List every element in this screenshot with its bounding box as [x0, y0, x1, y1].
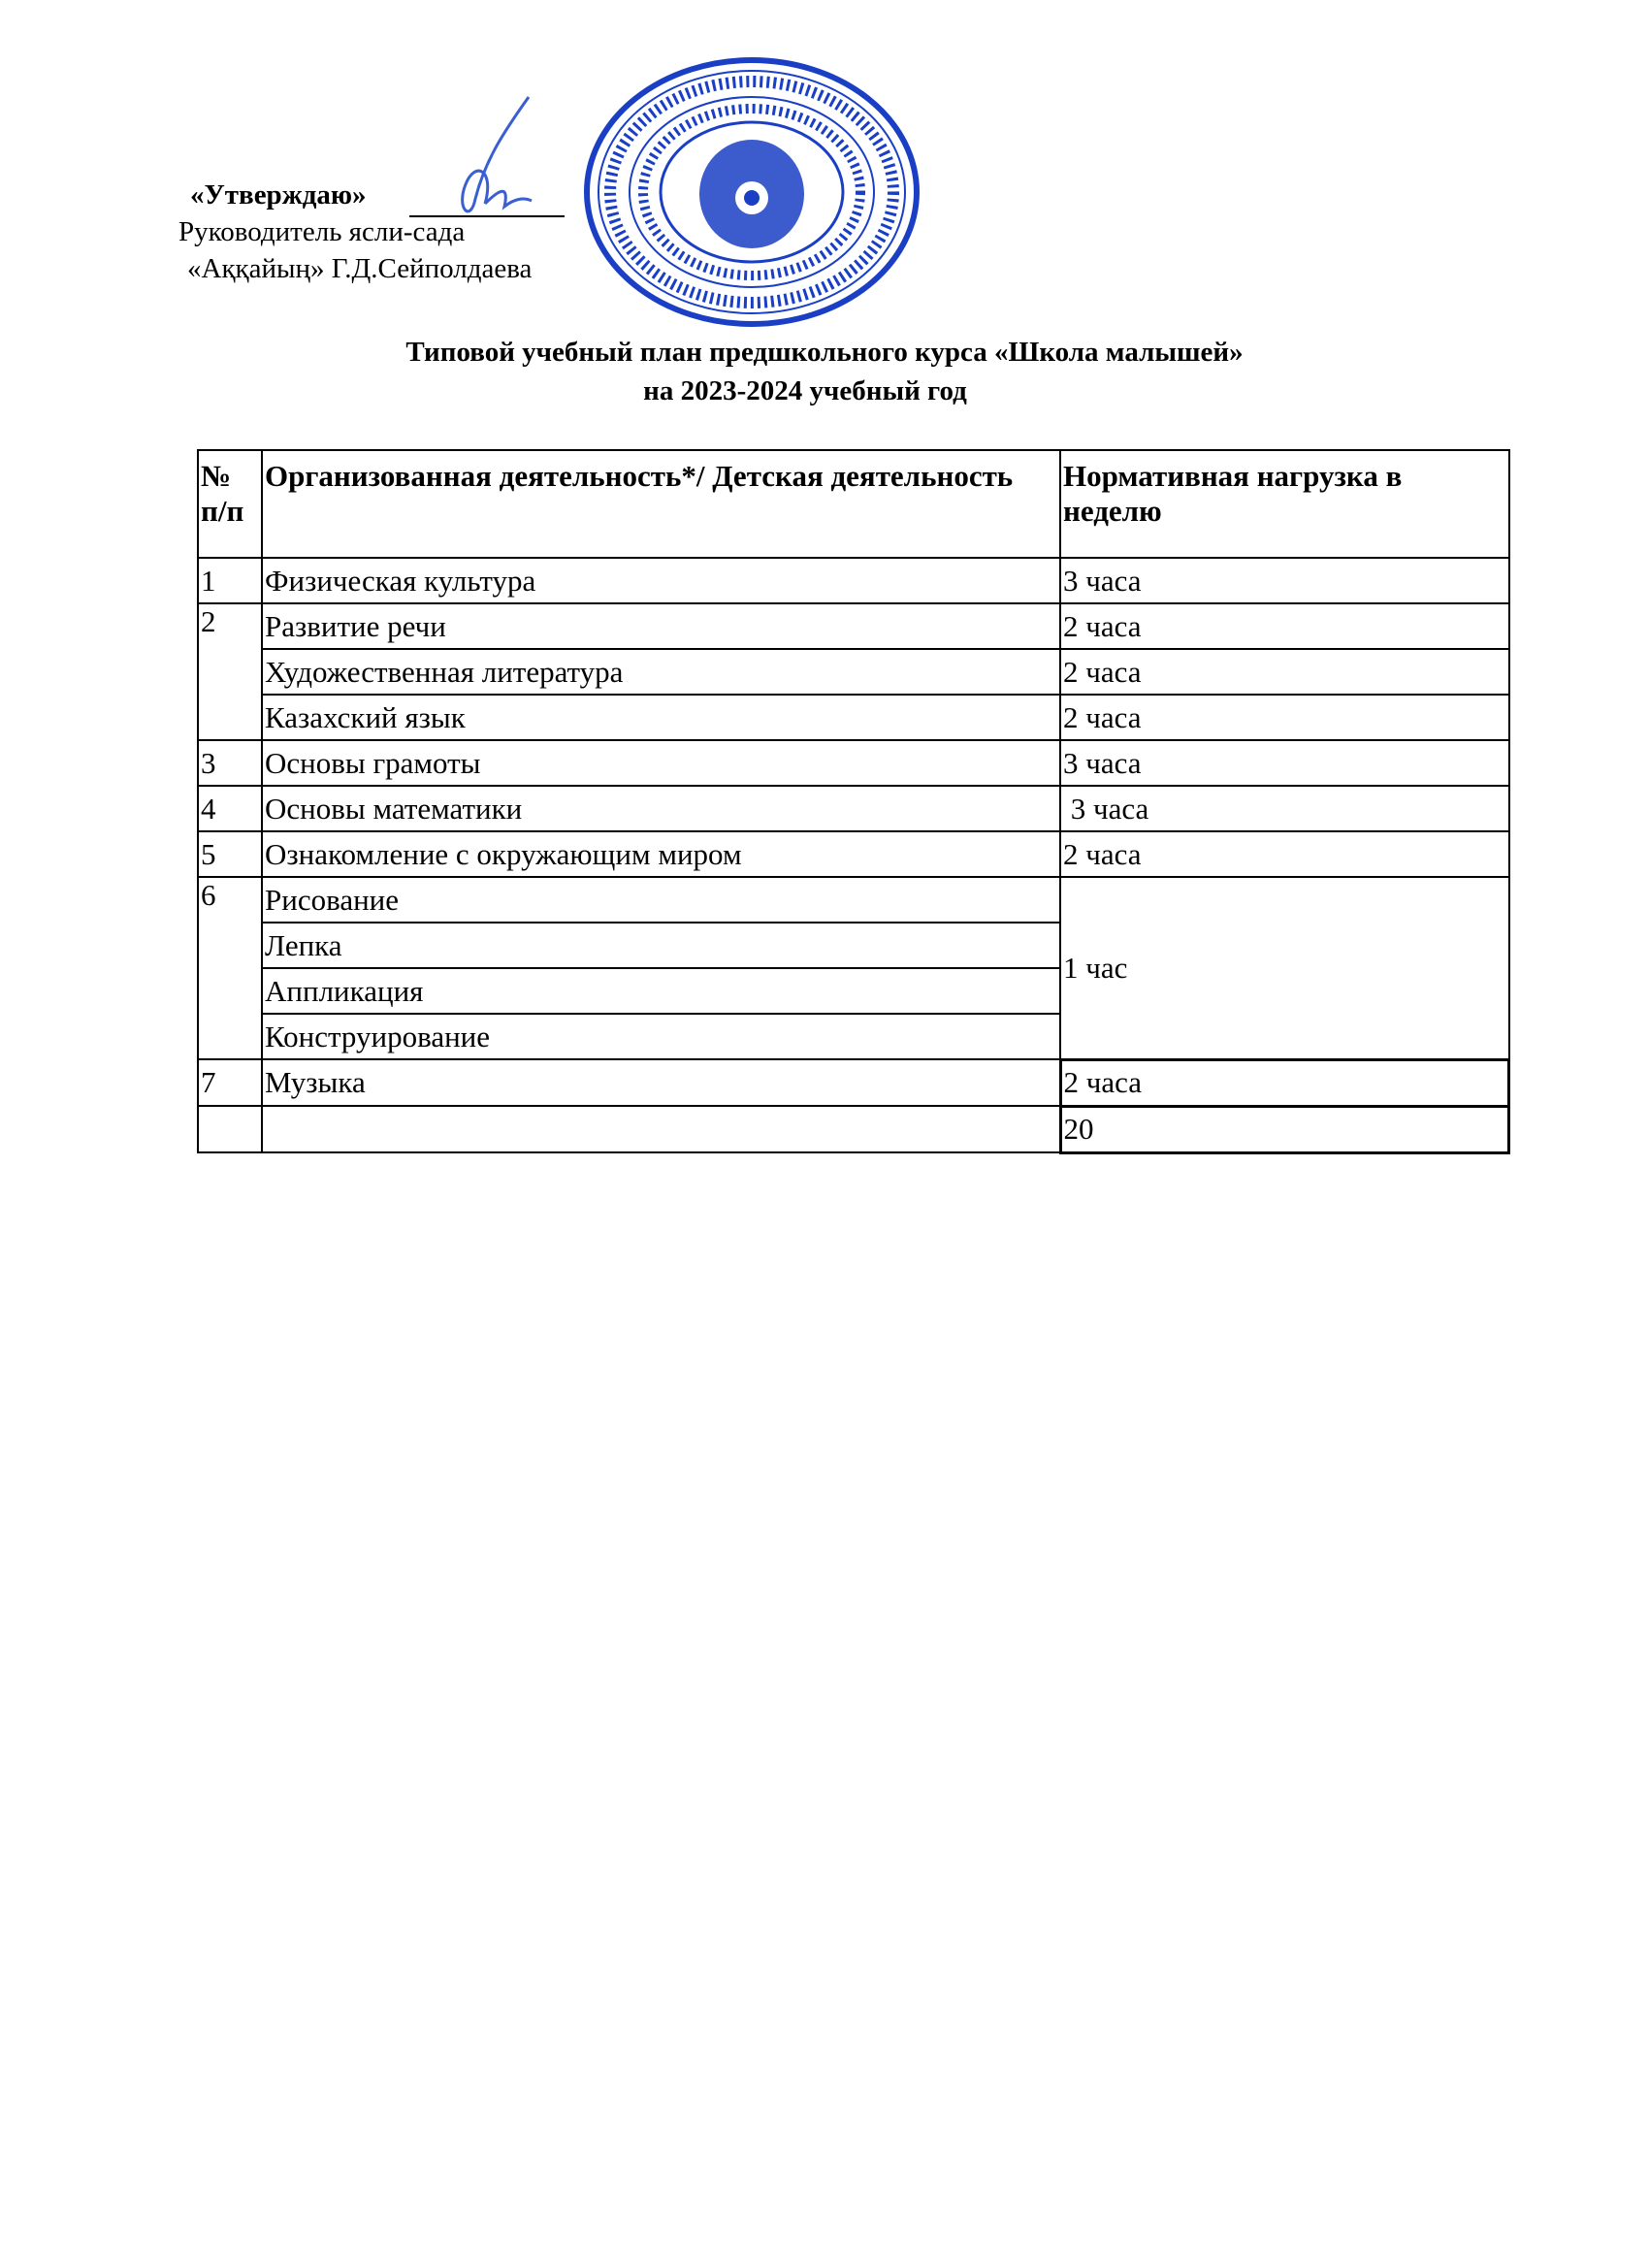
row-activity: Основы грамоты — [262, 740, 1060, 786]
row-num: 2 — [198, 603, 262, 740]
row-activity: Основы математики — [262, 786, 1060, 831]
table-row — [198, 786, 1509, 831]
row-load: 3 часа — [1060, 740, 1509, 786]
table-row — [198, 649, 1509, 695]
approver-name: «Аққайың» Г.Д.Сейполдаева — [187, 253, 533, 284]
official-stamp — [582, 56, 922, 328]
row-load: 3 часа — [1060, 558, 1509, 603]
row-num: 3 — [198, 740, 262, 786]
row-load: 2 часа — [1060, 831, 1509, 877]
row-activity: Аппликация — [262, 968, 1060, 1014]
signature — [407, 92, 601, 238]
approve-label: «Утверждаю» — [190, 179, 367, 211]
table-row — [198, 695, 1509, 740]
row-activity: Конструирование — [262, 1014, 1060, 1059]
row-num: 1 — [198, 558, 262, 603]
table-row — [198, 740, 1509, 786]
table-header-row — [198, 450, 1509, 558]
row-load: 1 час — [1060, 877, 1509, 1059]
row-activity: Физическая культура — [262, 558, 1060, 603]
row-activity: Казахский язык — [262, 695, 1060, 740]
row-activity: Лепка — [262, 923, 1060, 968]
row-num: 5 — [198, 831, 262, 877]
row-load: 3 часа — [1060, 786, 1509, 831]
row-activity: Рисование — [262, 877, 1060, 923]
row-activity: Художественная литература — [262, 649, 1060, 695]
header-activity: Организованная деятельность*/ Детская деятельность — [262, 450, 1060, 558]
header-num: № п/п — [198, 450, 262, 558]
table-row — [198, 877, 1509, 923]
row-load: 2 часа — [1060, 1059, 1509, 1106]
row-activity: Ознакомление с окружающим миром — [262, 831, 1060, 877]
row-activity: Развитие речи — [262, 603, 1060, 649]
row-activity: Музыка — [262, 1059, 1060, 1106]
row-load: 2 часа — [1060, 649, 1509, 695]
table-row — [198, 1059, 1509, 1106]
table-row — [198, 558, 1509, 603]
document-subtitle: на 2023-2024 учебный год — [643, 375, 967, 406]
table-row — [198, 831, 1509, 877]
table-row — [198, 603, 1509, 649]
row-num: 7 — [198, 1059, 262, 1106]
header-load: Нормативная нагрузка в неделю — [1060, 450, 1509, 558]
row-load: 2 часа — [1060, 695, 1509, 740]
total-activity-empty — [262, 1106, 1060, 1152]
row-num: 6 — [198, 877, 262, 1059]
total-num-empty — [198, 1106, 262, 1152]
approver-position: Руководитель ясли-сада — [178, 216, 466, 247]
row-load: 2 часа — [1060, 603, 1509, 649]
total-load: 20 — [1060, 1106, 1509, 1152]
curriculum-table — [197, 449, 1510, 1154]
document-title: Типовой учебный план предшкольного курса «Школа малышей» — [405, 337, 1244, 368]
table-total-row — [198, 1106, 1509, 1152]
row-num: 4 — [198, 786, 262, 831]
